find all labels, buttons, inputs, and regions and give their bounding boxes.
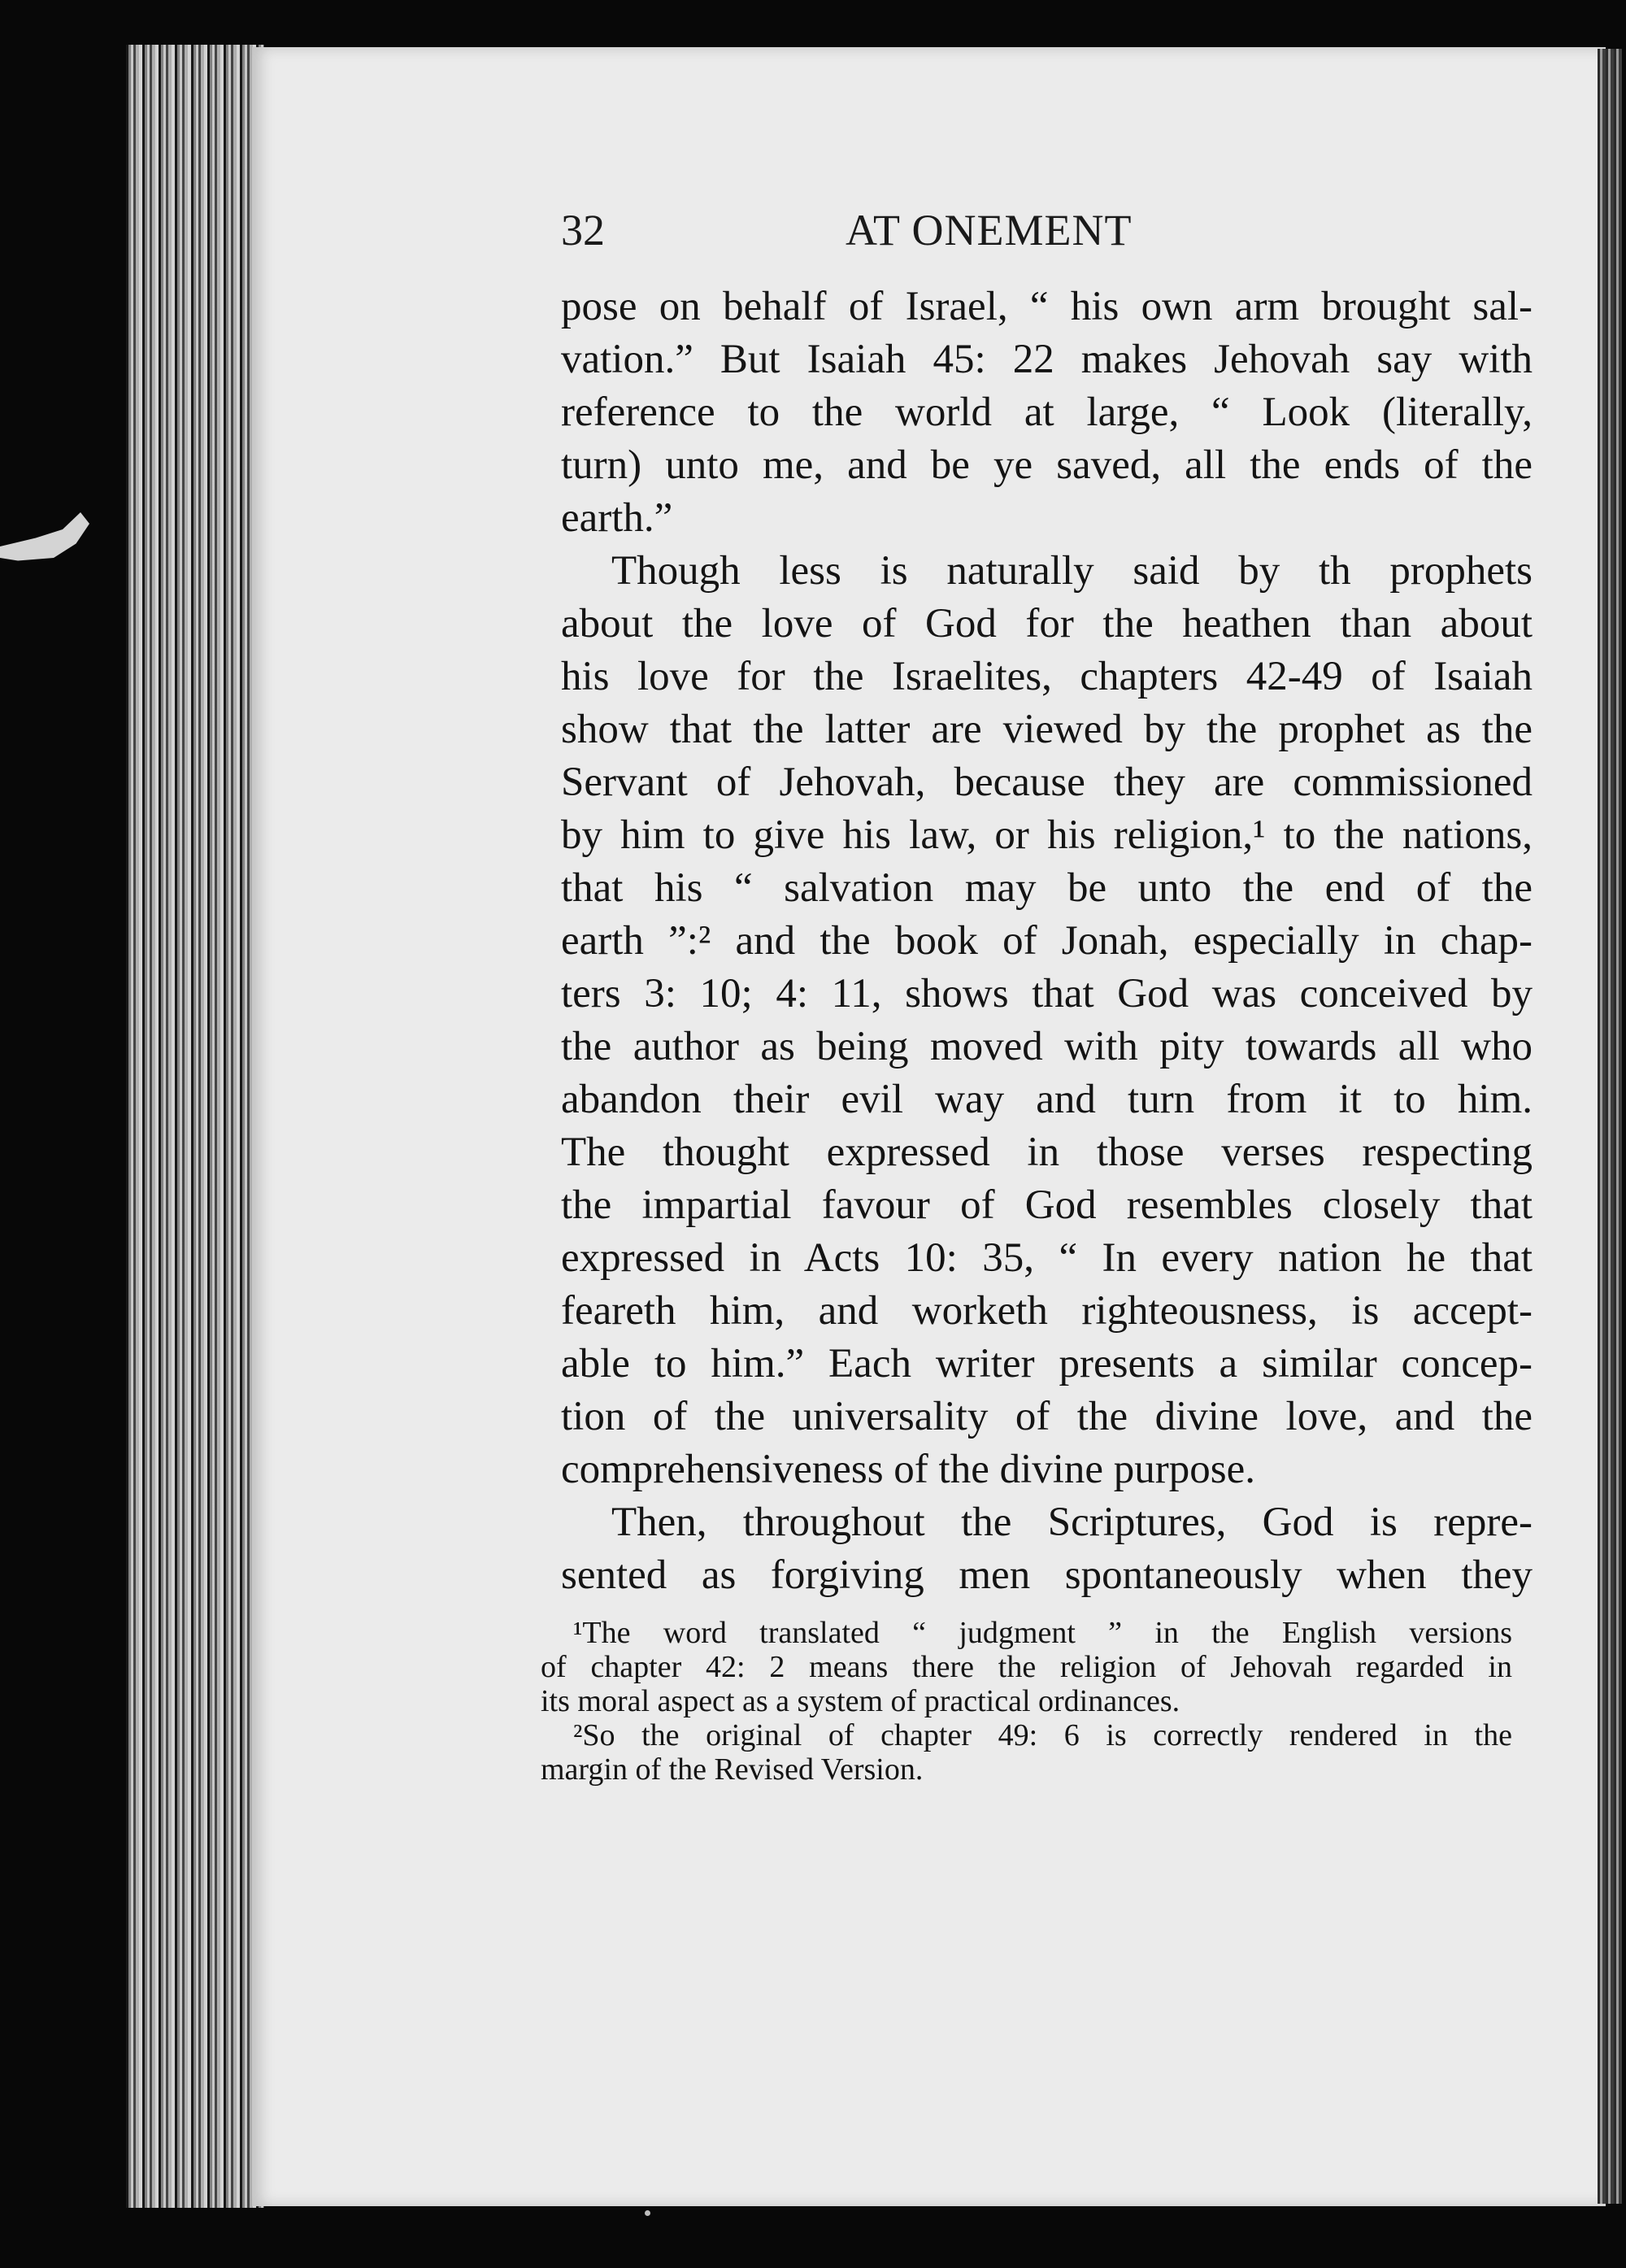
scan-dust-dot (645, 2210, 650, 2216)
text-line: show that the latter are viewed by the prophet as the (561, 707, 1533, 752)
text-line: ters 3: 10; 4: 11, shows that God was conceived by (561, 971, 1533, 1016)
text-line: expressed in Acts 10: 35, “ In every nation he that (561, 1235, 1533, 1281)
text-line: earth.” (561, 495, 673, 541)
text-line: the author as being moved with pity towards all who (561, 1024, 1533, 1069)
text-line: The thought expressed in those verses respecting (561, 1130, 1533, 1175)
book-page-edges (126, 45, 264, 2208)
text-line: by him to give his law, or his religion,¹ to the nations, (561, 812, 1533, 858)
page-number: 32 (561, 206, 605, 255)
footnote-line: margin of the Revised Version. (541, 1752, 924, 1787)
text-line: reference to the world at large, “ Look (literally, (561, 390, 1533, 435)
text-line: tion of the universality of the divine love, and the (561, 1394, 1533, 1439)
text-line: about the love of God for the heathen than about (561, 601, 1533, 646)
text-line: abandon their evil way and turn from it to him. (561, 1077, 1533, 1122)
page-header (561, 205, 1533, 262)
text-line: vation.” But Isaiah 45: 22 makes Jehovah say with (561, 337, 1533, 382)
text-line: turn) unto me, and be ye saved, all the ends of the (561, 442, 1533, 488)
footnotes (541, 1616, 1512, 1787)
text-line: his love for the Israelites, chapters 42-49 of Isaiah (561, 654, 1533, 699)
text-line: sented as forgiving men spontaneously when they (561, 1552, 1533, 1598)
text-line: Servant of Jehovah, because they are commissioned (561, 760, 1533, 805)
footnote-line: of chapter 42: 2 means there the religion of Jehovah regarded in (541, 1650, 1512, 1684)
text-line: earth ”:² and the book of Jonah, especially in chap- (561, 918, 1533, 964)
book-right-edge (1598, 49, 1622, 2204)
footnote-line: ²So the original of chapter 49: 6 is correctly rendered in the (573, 1718, 1512, 1752)
running-head: AT ONEMENT (846, 206, 1133, 255)
footnote-line: ¹The word translated “ judgment ” in the English versions (573, 1616, 1512, 1650)
text-line: feareth him, and worketh righteousness, is accept- (561, 1288, 1533, 1334)
text-line: the impartial favour of God resembles closely that (561, 1182, 1533, 1228)
footnote-line: its moral aspect as a system of practical ordinances. (541, 1684, 1180, 1718)
text-line: that his “ salvation may be unto the end of the (561, 865, 1533, 911)
body-text (561, 281, 1533, 1602)
text-line: Though less is naturally said by th prophets (611, 548, 1533, 594)
text-line: able to him.” Each writer presents a similar concep- (561, 1341, 1533, 1386)
text-line: comprehensiveness of the divine purpose. (561, 1447, 1256, 1492)
text-line: Then, throughout the Scriptures, God is repre- (611, 1500, 1533, 1545)
text-line: pose on behalf of Israel, “ his own arm brought sal- (561, 284, 1533, 329)
